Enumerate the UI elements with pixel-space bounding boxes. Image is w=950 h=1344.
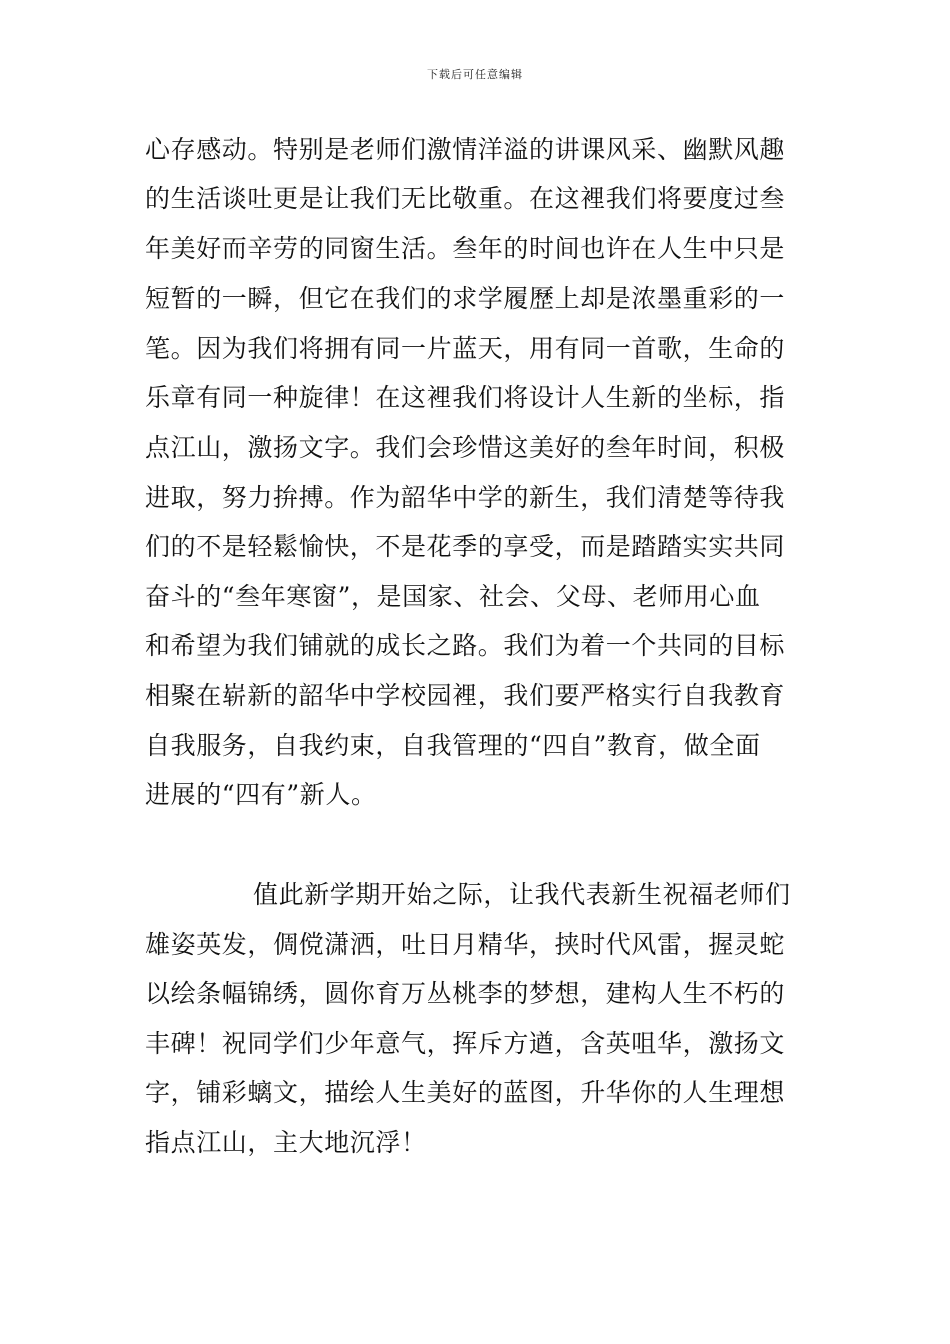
text-line: 进取，努力拚搏。作为韶华中学的新生，我们清楚等待我	[145, 483, 786, 512]
text-line: 雄姿英发，倜傥潇洒，吐日月精华，挟时代风雷，握灵蛇	[145, 930, 786, 959]
text-line: 自我服务，自我约束，自我管理的“四自”教育，做全面	[145, 731, 761, 760]
text-line: 值此新学期开始之际，让我代表新生祝福老师们	[253, 880, 791, 909]
text-line: 和希望为我们铺就的成长之路。我们为着一个共同的目标	[145, 631, 786, 660]
text-line: 乐章有同一种旋律！在这裡我们将设计人生新的坐标，指	[145, 383, 786, 412]
text-line: 相聚在崭新的韶华中学校园裡，我们要严格实行自我教育	[145, 681, 786, 710]
text-line: 心存感动。特别是老师们激情洋溢的讲课风采、幽默风趣	[145, 135, 786, 164]
text-line: 笔。因为我们将拥有同一片蓝天，用有同一首歌，生命的	[145, 334, 786, 363]
page-header: 下载后可任意编辑	[427, 68, 523, 81]
text-line: 短暂的一瞬，但它在我们的求学履歷上却是浓墨重彩的一	[145, 284, 786, 313]
text-line: 奋斗的“叁年寒窗”，是国家、社会、父母、老师用心血	[145, 582, 761, 611]
text-line: 以绘条幅锦绣，圆你育万丛桃李的梦想，建构人生不朽的	[145, 979, 786, 1008]
text-line: 进展的“四有”新人。	[145, 780, 377, 809]
text-line: 的生活谈吐更是让我们无比敬重。在这裡我们将要度过叁	[145, 184, 786, 213]
text-line: 指点江山，主大地沉浮！	[145, 1128, 427, 1157]
text-line: 年美好而辛劳的同窗生活。叁年的时间也许在人生中只是	[145, 234, 786, 263]
text-line: 们的不是轻鬆愉快，不是花季的享受，而是踏踏实实共同	[145, 532, 786, 561]
text-line: 点江山，激扬文字。我们会珍惜这美好的叁年时间，积极	[145, 433, 786, 462]
text-line: 丰碑！祝同学们少年意气，挥斥方遒，含英咀华，激扬文	[145, 1029, 786, 1058]
text-line: 字，铺彩螭文，描绘人生美好的蓝图，升华你的人生理想	[145, 1078, 786, 1107]
